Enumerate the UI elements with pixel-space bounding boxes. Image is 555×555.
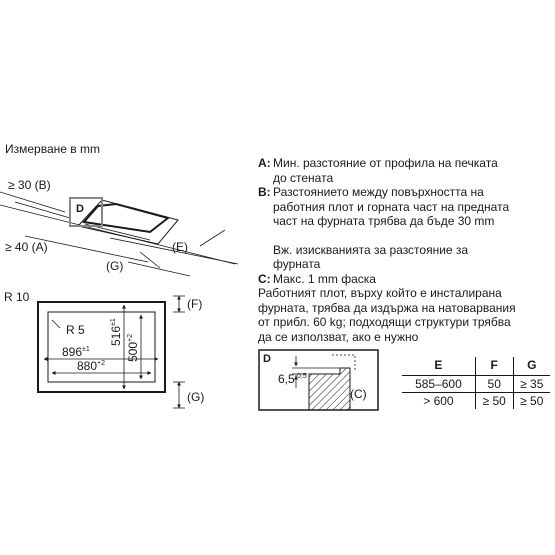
hob-unit bbox=[84, 204, 168, 232]
table-cell: > 600 bbox=[402, 393, 475, 410]
plan-view bbox=[38, 296, 185, 408]
dim-500-label: $500^{+2}$ bbox=[126, 333, 140, 362]
note-c: C: Макс. 1 mm фаска bbox=[258, 271, 376, 286]
table-header: E bbox=[434, 358, 443, 372]
radius-5-label: R 5 bbox=[66, 323, 85, 337]
note-b: B: Разстоянието между повърхността на работния плот и горната част на предната част на фурната трябва да бъде 30 mm bbox=[258, 185, 510, 228]
table-cell: ≥ 50 bbox=[475, 393, 513, 410]
note-load: Работният плот, върху който е инсталирана фурната, трябва да издържа на натоварвания от прибл. 60 kg; подходящи структури трябва да се използват, ако е нужно bbox=[258, 286, 516, 344]
table-header: F bbox=[475, 357, 513, 376]
note-oven-ref: Вж. изискванията за разстояние за фурната bbox=[273, 242, 469, 271]
wall-line bbox=[0, 192, 65, 212]
clearance-table bbox=[402, 357, 550, 409]
label-b: ≥ 30 (B) bbox=[8, 178, 51, 192]
detail-marker-label: D bbox=[76, 203, 84, 215]
table-cell: ≥ 50 bbox=[513, 393, 550, 410]
label-f: (F) bbox=[187, 297, 203, 311]
outer-worktop-frame bbox=[38, 302, 165, 392]
table-cell: 50 bbox=[475, 376, 513, 393]
table-header: G bbox=[513, 357, 550, 376]
label-g-plan: (G) bbox=[187, 390, 205, 404]
dim-516-label: $516^{\pm 1}$ bbox=[109, 318, 123, 346]
detail-dim-label: $6,5^{-0,5}$ bbox=[278, 372, 307, 386]
table-row bbox=[402, 393, 550, 410]
detail-label-d: D bbox=[263, 353, 271, 365]
label-e: (E) bbox=[172, 240, 188, 254]
note-a: A: Мин. разстояние от профила на печката до стената bbox=[258, 156, 498, 185]
measurement-heading: Измерване в mm bbox=[5, 142, 100, 156]
label-a: ≥ 40 (A) bbox=[5, 240, 48, 254]
table-row bbox=[402, 376, 550, 393]
worktop-section bbox=[309, 368, 350, 410]
dim-896-label: $896^{\pm 1}$ bbox=[62, 345, 90, 359]
legend-notes bbox=[258, 156, 548, 344]
radius-10-label: R 10 bbox=[4, 290, 30, 304]
detail-d bbox=[259, 350, 378, 410]
detail-label-c: (C) bbox=[350, 387, 367, 401]
table-cell: 585–600 bbox=[402, 376, 475, 393]
table-header-row bbox=[402, 357, 550, 376]
dim-880-label: $880^{+2}$ bbox=[77, 359, 106, 373]
label-g-iso: (G) bbox=[106, 259, 124, 273]
table-cell: ≥ 35 bbox=[513, 376, 550, 393]
